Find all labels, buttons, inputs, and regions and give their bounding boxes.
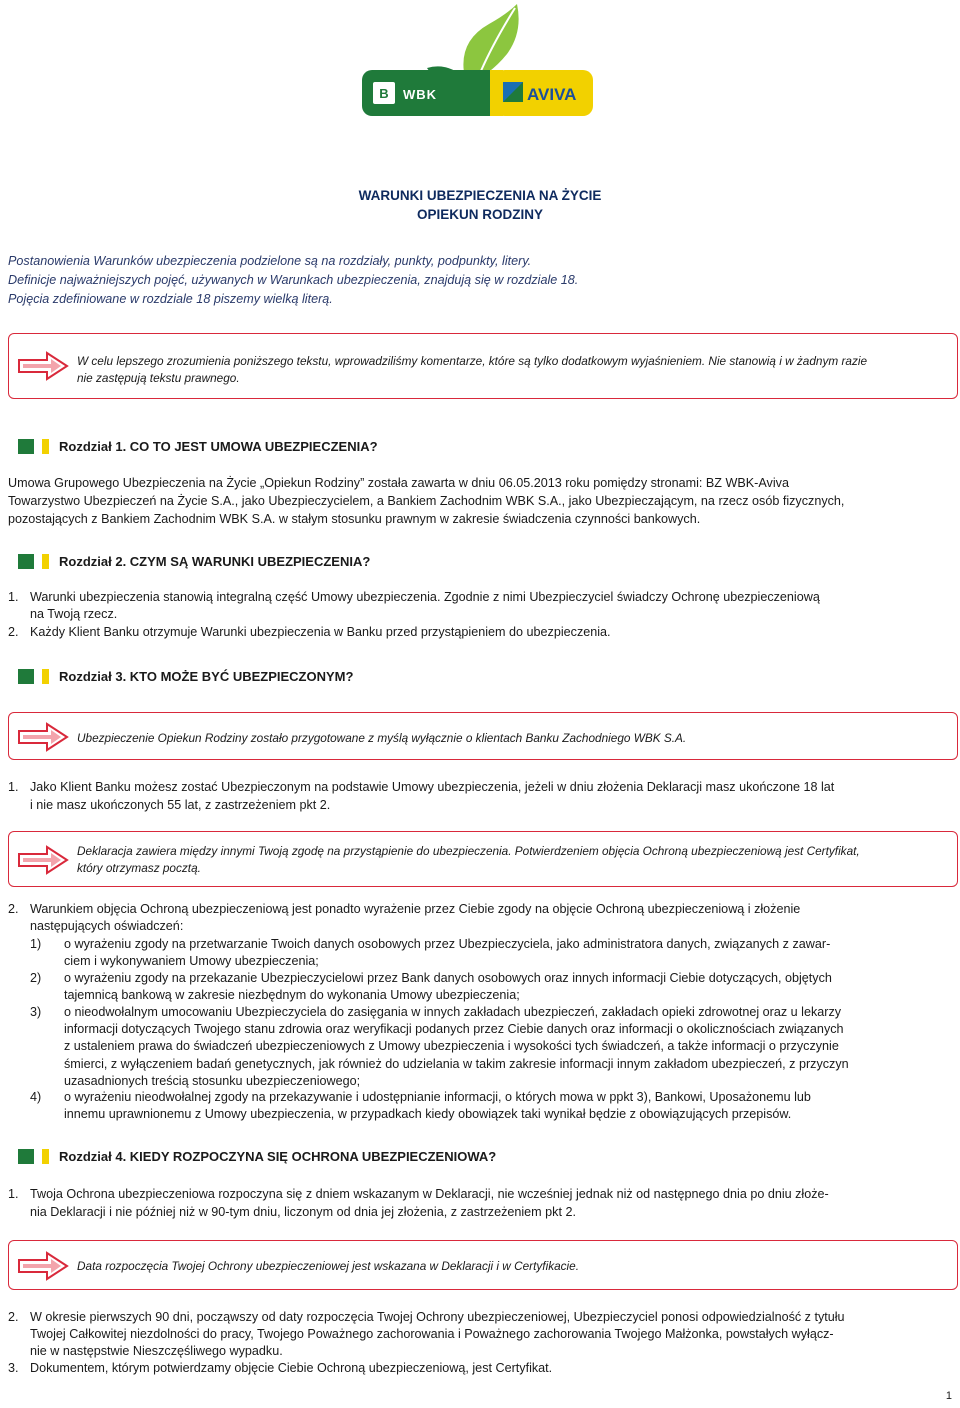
green-square-icon — [18, 669, 34, 684]
title-line-2: OPIEKUN RODZINY — [416, 207, 543, 222]
green-square-icon — [18, 439, 34, 454]
green-square-icon — [18, 554, 34, 569]
comment-text: Deklaracja zawiera między innymi Twoją zgodę na przystąpienie do ubezpieczenia. Potwierdzeniem objęcia Ochroną ubezpieczeniową jest Certyfikat, który otrzymasz pocztą. — [77, 844, 860, 875]
yellow-square-icon — [42, 439, 49, 454]
intro-line: Postanowienia Warunków ubezpieczenia podzielone są na rozdziały, punkty, podpunkty, litery. — [8, 254, 532, 268]
chapter-3-subpoint: 1) o wyrażeniu zgody na przetwarzanie Twoich danych osobowych przez Ubezpieczyciela, jako administratora danych, związanych z zawar- ciem i wykonywaniem Umowy ubezpieczenia; — [30, 937, 831, 968]
intro-text — [8, 252, 928, 309]
svg-text:AVIVA: AVIVA — [527, 85, 577, 104]
comment-box — [8, 333, 958, 399]
red-arrow-icon — [17, 845, 71, 875]
red-arrow-icon — [17, 1251, 71, 1281]
yellow-square-icon — [42, 554, 49, 569]
comment-box — [8, 1240, 958, 1290]
green-square-icon — [18, 1149, 34, 1164]
chapter-2-point: 2. Każdy Klient Banku otrzymuje Warunki ubezpieczenia w Banku przed przystąpieniem do ubezpieczenia. — [8, 625, 611, 639]
comment-box — [8, 831, 958, 887]
svg-text:B: B — [379, 86, 389, 101]
red-arrow-icon — [17, 351, 71, 381]
title-line-1: WARUNKI UBEZPIECZENIA NA ŻYCIE — [358, 188, 602, 203]
chapter-3-subpoint: 4) o wyrażeniu nieodwołalnej zgody na przekazywanie i udostępnianie informacji, o których mowa w ppkt 3), Bankowi, Uposażonemu lub innemu uprawnionemu z Umowy ubezpieczenia, w przypadkach kiedy obowiązek taki wynikał będzie z obowiązujących przepisów. — [30, 1090, 811, 1121]
red-arrow-icon — [17, 722, 71, 752]
comment-text: W celu lepszego zrozumienia poniższego tekstu, wprowadziliśmy komentarze, które są tylko dodatkowym wyjaśnieniem. Nie stanowią i w żadnym razie nie zastępują tekstu prawnego. — [77, 354, 868, 385]
svg-text:WBK: WBK — [403, 87, 438, 102]
chapter-3-point: 1. Jako Klient Banku możesz zostać Ubezpieczonym na podstawie Umowy ubezpieczenia, jeżeli w dniu złożenia Deklaracji masz ukończone 18 lat i nie masz ukończonych 55 lat, z zastrzeżeniem pkt 2. — [8, 780, 835, 812]
chapter-4-point: 1. Twoja Ochrona ubezpieczeniowa rozpoczyna się z dniem wskazanym w Deklaracji, nie wcześniej jednak niż od następnego dnia po dniu złoże- nia Deklaracji i nie później niż w 90-tym dniu, liczonym od dnia jej złożenia, z zastrzeżeniem pkt 2. — [8, 1187, 829, 1219]
chapter-3-subpoint: 3) o nieodwołalnym umocowaniu Ubezpieczyciela do zasięgania w innych zakładach ubezpieczeń, zakładach opieki zdrowotnej oraz u lekarzy informacji dotyczących Twojego stanu zdrowia oraz weryfikacji podanych przez Ciebie danych oraz informacji o okolicznościach związanych z ustaleniem prawa do świadczeń ubezpieczeniowych z Umowy ubezpieczenia i wysokości tych świadczeń, a także informacji o przyczynie śmierci, z wyłączeniem badań genetycznych, jak również do udzielania w takim zakresie informacji innym zakładom ubezpieczeń, z przyczyn uzasadnionych treścią stosunku ubezpieczeniowego; — [30, 1005, 849, 1088]
yellow-square-icon — [42, 1149, 49, 1164]
document-title — [0, 186, 960, 224]
comment-text: Data rozpoczęcia Twojej Ochrony ubezpieczeniowej jest wskazana w Deklaracji i w Certyfikacie. — [77, 1259, 580, 1273]
yellow-square-icon — [42, 669, 49, 684]
bzwbk-aviva-logo — [357, 2, 597, 132]
chapter-3-subpoint: 2) o wyrażeniu zgody na przekazanie Ubezpieczycielowi przez Bank danych osobowych oraz innych informacji Ciebie dotyczących, objętych tajemnicą bankową w zakresie niezbędnym do wykonania Umowy ubezpieczenia; — [30, 971, 832, 1002]
page-number: 1 — [945, 1390, 952, 1403]
chapter-4-point: 3. Dokumentem, którym potwierdzamy objęcie Ciebie Ochroną ubezpieczeniową, jest Certyfikat. — [8, 1361, 553, 1375]
chapter-3-point: 2. Warunkiem objęcia Ochroną ubezpieczeniową jest ponadto wyrażenie przez Ciebie zgody na objęcie Ochroną ubezpieczeniową i złożenie następujących oświadczeń: — [8, 902, 801, 933]
intro-line: Pojęcia zdefiniowane w rozdziale 18 piszemy wielką literą. — [8, 292, 333, 306]
comment-text: Ubezpieczenie Opiekun Rodziny zostało przygotowane z myślą wyłącznie o klientach Banku Zachodniego WBK S.A. — [77, 731, 687, 745]
chapter-2-point: 1. Warunki ubezpieczenia stanowią integralną część Umowy ubezpieczenia. Zgodnie z nimi Ubezpieczyciel świadczy Ochronę ubezpieczeniową na Twoją rzecz. — [8, 590, 820, 621]
intro-line: Definicje najważniejszych pojęć, używanych w Warunkach ubezpieczenia, znajdują się w rozdziale 18. — [8, 273, 579, 287]
chapter-1-text: Umowa Grupowego Ubezpieczenia na Życie „Opiekun Rodziny” została zawarta w dniu 06.05.2013 roku pomiędzy stronami: BZ WBK-Aviva Towarzystwo Ubezpieczeń na Życie S.A., jako Ubezpieczycielem, a Bankiem Zachodnim WBK S.A., jako Ubezpieczającym, na rzecz osób fizycznych, pozostających z Bankiem Zachodnim WBK S.A. w stałym stosunku prawnym w zakresie świadczenia czynności bankowych. — [8, 476, 845, 526]
chapter-4-point: 2. W okresie pierwszych 90 dni, począwszy od daty rozpoczęcia Twojej Ochrony ubezpieczeniowej, Ubezpieczyciel ponosi odpowiedzialność z tytułu Twojej Całkowitej niezdolności do pracy, Twojego Poważnego zachorowania i Poważnego zachorowania Twojego Małżonka, powstałych wyłącz- nie w następstwie Nieszczęśliwego wypadku. — [8, 1310, 845, 1358]
comment-box — [8, 712, 958, 760]
